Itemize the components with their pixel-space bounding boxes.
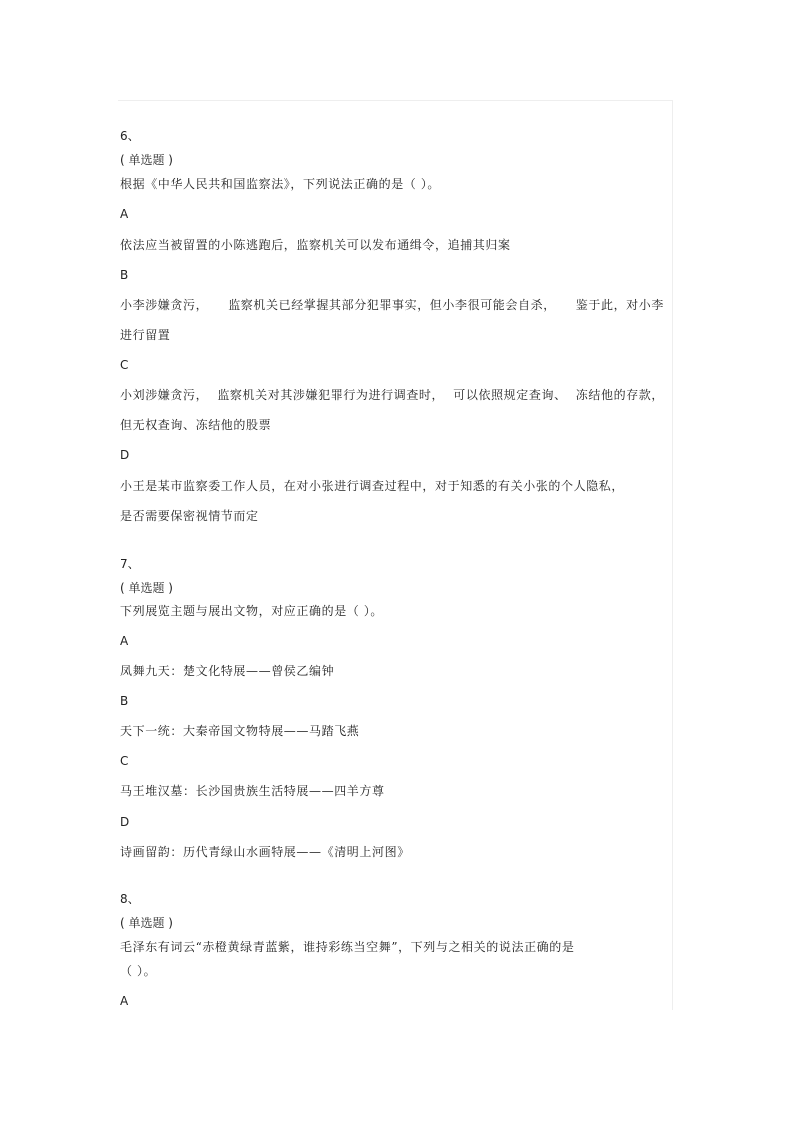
question-number: 8、 bbox=[120, 892, 140, 906]
option-letter: D bbox=[120, 448, 130, 462]
option-letter: B bbox=[120, 694, 129, 708]
question-type: ( 单选题 ) bbox=[120, 581, 173, 595]
question-type: ( 单选题 ) bbox=[120, 153, 173, 167]
option-text-part: 鉴于此，对小李 bbox=[575, 298, 664, 312]
option-text-part: 冻结他的存款， bbox=[575, 388, 664, 402]
option-text: 进行留置 bbox=[120, 328, 171, 342]
option-letter: B bbox=[120, 268, 129, 282]
page-frame bbox=[118, 100, 673, 1010]
option-letter: A bbox=[120, 207, 129, 221]
option-text: 是否需要保密视情节而定 bbox=[120, 509, 259, 523]
option-text: 依法应当被留置的小陈逃跑后，监察机关可以发布通缉令，追捕其归案 bbox=[120, 238, 511, 252]
option-letter: A bbox=[120, 994, 129, 1008]
option-text-part: 监察机关已经掌握其部分犯罪事实，但小李很可能会自杀， bbox=[228, 298, 556, 312]
question-stem-continued: （ ）。 bbox=[120, 964, 157, 978]
option-text bbox=[120, 298, 664, 312]
option-text: 马王堆汉墓：长沙国贵族生活特展——四羊方尊 bbox=[120, 784, 385, 798]
question-stem: 毛泽东有词云“赤橙黄绿青蓝紫，谁持彩练当空舞”，下列与之相关的说法正确的是 bbox=[120, 940, 575, 954]
option-text-part: 可以依照规定查询、 bbox=[453, 388, 567, 402]
option-letter: C bbox=[120, 754, 129, 768]
question-number: 6、 bbox=[120, 129, 140, 143]
option-letter: D bbox=[120, 815, 130, 829]
option-text-part: 小刘涉嫌贪污， bbox=[120, 388, 209, 402]
option-text bbox=[120, 388, 664, 402]
question-number: 7、 bbox=[120, 557, 140, 571]
option-text-part: 监察机关对其涉嫌犯罪行为进行调查时， bbox=[217, 388, 445, 402]
option-text-part: 小李涉嫌贪污， bbox=[120, 298, 209, 312]
question-stem: 根据《中华人民共和国监察法》，下列说法正确的是（ ）。 bbox=[120, 177, 441, 191]
option-letter: A bbox=[120, 634, 129, 648]
option-text: 但无权查询、冻结他的股票 bbox=[120, 418, 272, 432]
question-stem: 下列展览主题与展出文物，对应正确的是（ ）。 bbox=[120, 604, 384, 618]
option-letter: C bbox=[120, 358, 129, 372]
option-text: 凤舞九天：楚文化特展——曾侯乙编钟 bbox=[120, 664, 335, 678]
option-text: 天下一统：大秦帝国文物特展——马踏飞燕 bbox=[120, 724, 360, 738]
question-type: ( 单选题 ) bbox=[120, 916, 173, 930]
option-text: 诗画留韵：历代青绿山水画特展——《清明上河图》 bbox=[120, 845, 410, 859]
option-text: 小王是某市监察委工作人员，在对小张进行调查过程中，对于知悉的有关小张的个人隐私， bbox=[120, 479, 625, 493]
